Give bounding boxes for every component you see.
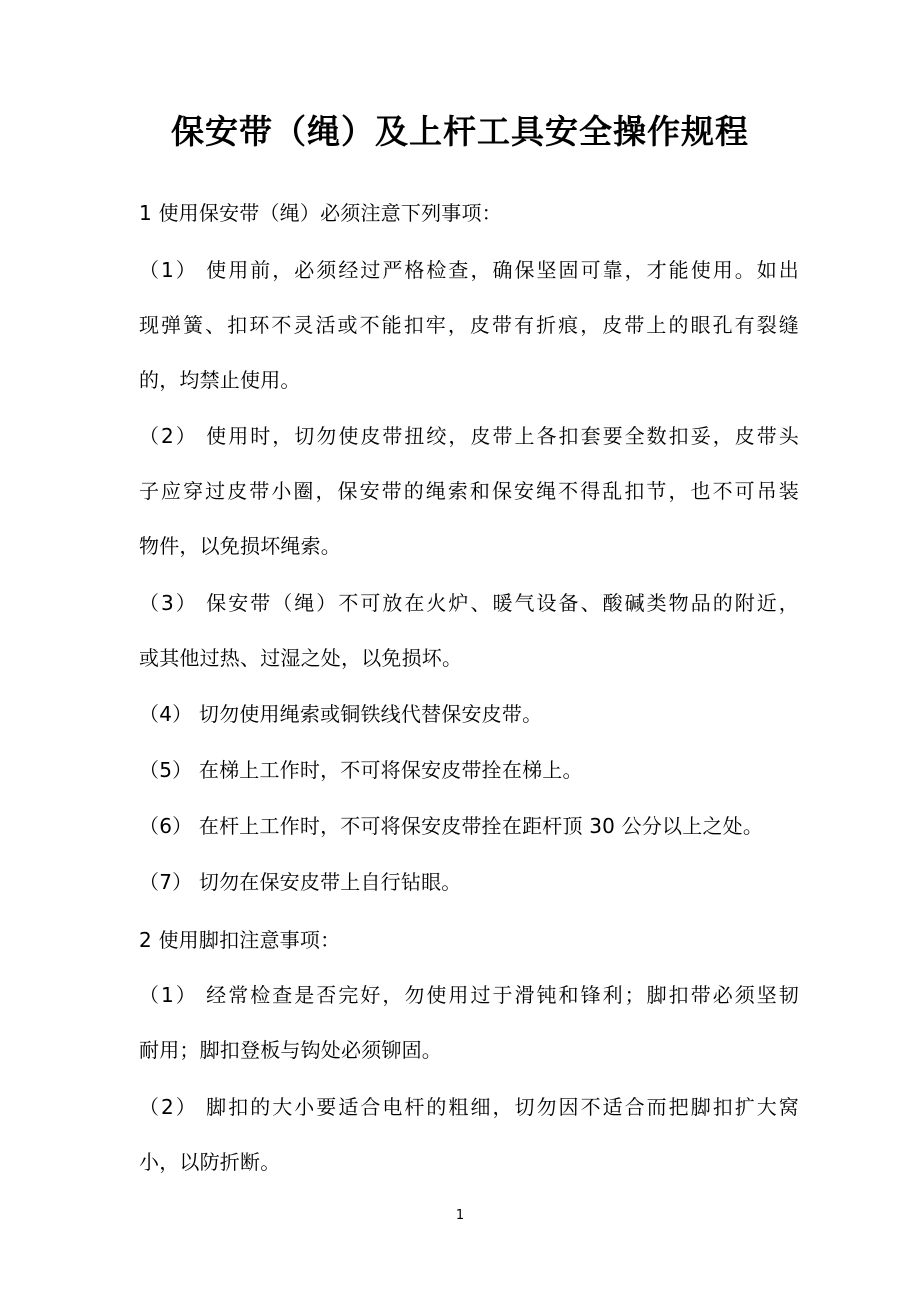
document-title: 保安带（绳）及上杆工具安全操作规程 — [171, 112, 749, 151]
section-heading: 1 使用保安带（绳）必须注意下列事项： — [139, 201, 502, 225]
paragraph-line: （1） 经常检查是否完好，勿使用过于滑钝和锋利；脚扣带必须坚韧 — [139, 983, 799, 1007]
paragraph-line: 的，均禁止使用。 — [139, 368, 301, 392]
paragraph-line: 或其他过热、过湿之处，以免损坏。 — [139, 646, 463, 670]
paragraph-line: 子应穿过皮带小圈，保安带的绳索和保安绳不得乱扣节，也不可吊装 — [139, 479, 799, 503]
paragraph-line: （4） 切勿使用绳索或铜铁线代替保安皮带。 — [139, 702, 543, 726]
paragraph-line: （7） 切勿在保安皮带上自行钻眼。 — [139, 870, 462, 894]
paragraph-line: 物件，以免损坏绳索。 — [139, 534, 341, 558]
paragraph-line: 现弹簧、扣环不灵活或不能扣牢，皮带有折痕，皮带上的眼孔有裂缝 — [139, 313, 799, 337]
paragraph-line: 耐用；脚扣登板与钩处必须铆固。 — [139, 1038, 442, 1062]
page-number: 1 — [455, 1208, 465, 1223]
paragraph-line: 小，以防折断。 — [139, 1150, 281, 1174]
paragraph-line: （3） 保安带（绳）不可放在火炉、暖气设备、酸碱类物品的附近， — [139, 591, 799, 615]
paragraph-line: （2） 脚扣的大小要适合电杆的粗细，切勿因不适合而把脚扣扩大窝 — [139, 1095, 799, 1119]
section-heading: 2 使用脚扣注意事项： — [139, 928, 341, 952]
paragraph-line: （6） 在杆上工作时，不可将保安皮带拴在距杆顶 30 公分以上之处。 — [139, 814, 764, 838]
paragraph-line: （1） 使用前，必须经过严格检查，确保坚固可靠，才能使用。如出 — [139, 258, 799, 282]
paragraph-line: （5） 在梯上工作时，不可将保安皮带拴在梯上。 — [139, 758, 583, 782]
paragraph-line: （2） 使用时，切勿使皮带扭绞，皮带上各扣套要全数扣妥，皮带头 — [139, 424, 799, 448]
